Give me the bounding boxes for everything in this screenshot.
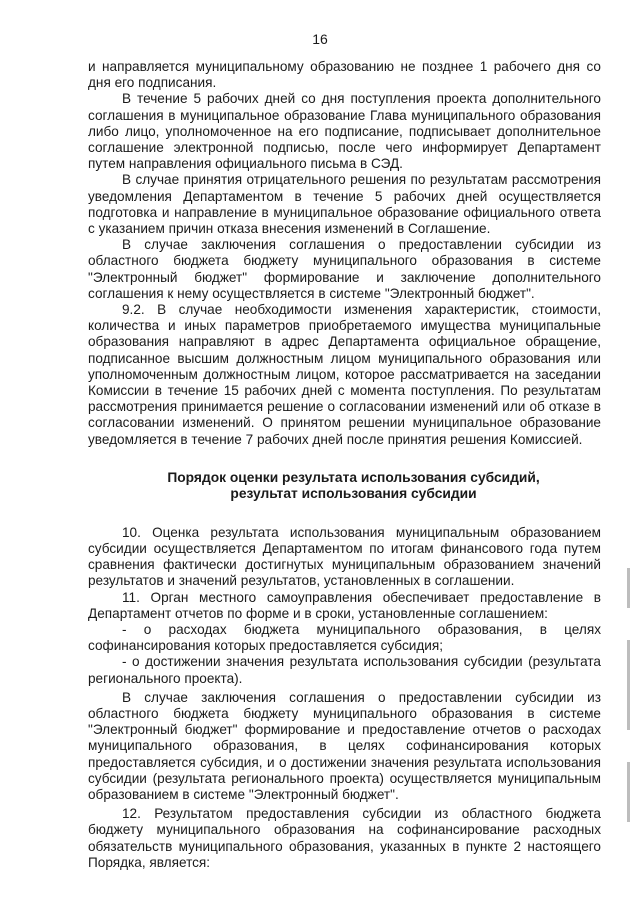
- paragraph-clause-11: 11. Орган местного самоуправления обеспечивает предоставление в Департамент отчетов по форме и в сроки, установленные соглашением:: [88, 589, 601, 621]
- section-heading-line-2: результат использования субсидии: [230, 486, 477, 502]
- section-heading: [88, 470, 601, 503]
- paragraph-clause-9-2: 9.2. В случае необходимости изменения характеристик, стоимости, количества и иных параметров приобретаемого имущества муниципальные образования направляют в адрес Департамента официальное обращение, подписанное высшим должностным лицом муниципального образования или уполномоченным должностным лицом, которое рассматривается на заседании Комиссии в течение 15 рабочих дней с момента поступления. По результатам рассмотрения принимается решение о согласовании изменений или об отказе в согласовании изменений. О принятом решении муниципальное образование уведомляется в течение 7 рабочих дней после принятия решения Комиссией.: [88, 302, 601, 447]
- section-heading-line-1: Порядок оценки результата использования субсидий,: [167, 469, 540, 485]
- list-item-expenses-report: - о расходах бюджета муниципального образования, в целях софинансирования которых предоставляется субсидия;: [88, 621, 601, 654]
- document-body: [88, 59, 601, 871]
- scan-margin-mark: [627, 762, 630, 822]
- paragraph-clause-10: 10. Оценка результата использования муниципальным образованием субсидии осуществляется Департаментом по итогам финансового года путем сравнения фактически достигнутых муниципальным образованием значений результатов и значений результатов, установленных в соглашении.: [88, 524, 601, 589]
- paragraph-continuation: и направляется муниципальному образованию не позднее 1 рабочего дня со дня его подписания.: [88, 59, 601, 91]
- paragraph-negative-decision: В случае принятия отрицательного решения по результатам рассмотрения уведомления Департаментом в течение 5 рабочих дней осуществляется подготовка и направление в муниципальное образование официального ответа с указанием причин отказа внесения изменений в Соглашение.: [88, 172, 601, 237]
- scan-margin-mark: [627, 568, 630, 608]
- paragraph-clause-12: 12. Результатом предоставления субсидии из областного бюджета бюджету муниципального образования на софинансирование расходных обязательств муниципального образования, указанных в пункте 2 настоящего Порядка, является:: [88, 806, 601, 870]
- list-item-result-report: - о достижении значения результата использования субсидии (результата регионального проекта).: [88, 654, 601, 686]
- scan-margin-mark: [627, 640, 630, 730]
- paragraph-electronic-budget-reports: В случае заключения соглашения о предоставлении субсидии из областного бюджета бюджету муниципального образования в системе "Электронный бюджет" формирование и предоставление отчетов о расходах муниципального образования, в целях софинансирования которых предоставляется субсидия, и о достижении значения результата использования субсидии (результата регионального проекта) осуществляется муниципальным образованием в системе "Электронный бюджет".: [88, 689, 601, 802]
- paragraph-additional-agreement-signing: В течение 5 рабочих дней со дня поступления проекта дополнительного соглашения в муниципальное образование Глава муниципального образования либо лицо, уполномоченное на его подписание, подписывает дополнительное соглашение электронной подписью, после чего информирует Департамент путем направления официального письма в СЭД.: [88, 91, 601, 172]
- paragraph-electronic-budget-agreement: В случае заключения соглашения о предоставлении субсидии из областного бюджета бюджету муниципального образования в системе "Электронный бюджет" формирование и заключение дополнительного соглашения к нему осуществляется в системе "Электронный бюджет".: [88, 237, 601, 301]
- page-number: 16: [312, 31, 328, 47]
